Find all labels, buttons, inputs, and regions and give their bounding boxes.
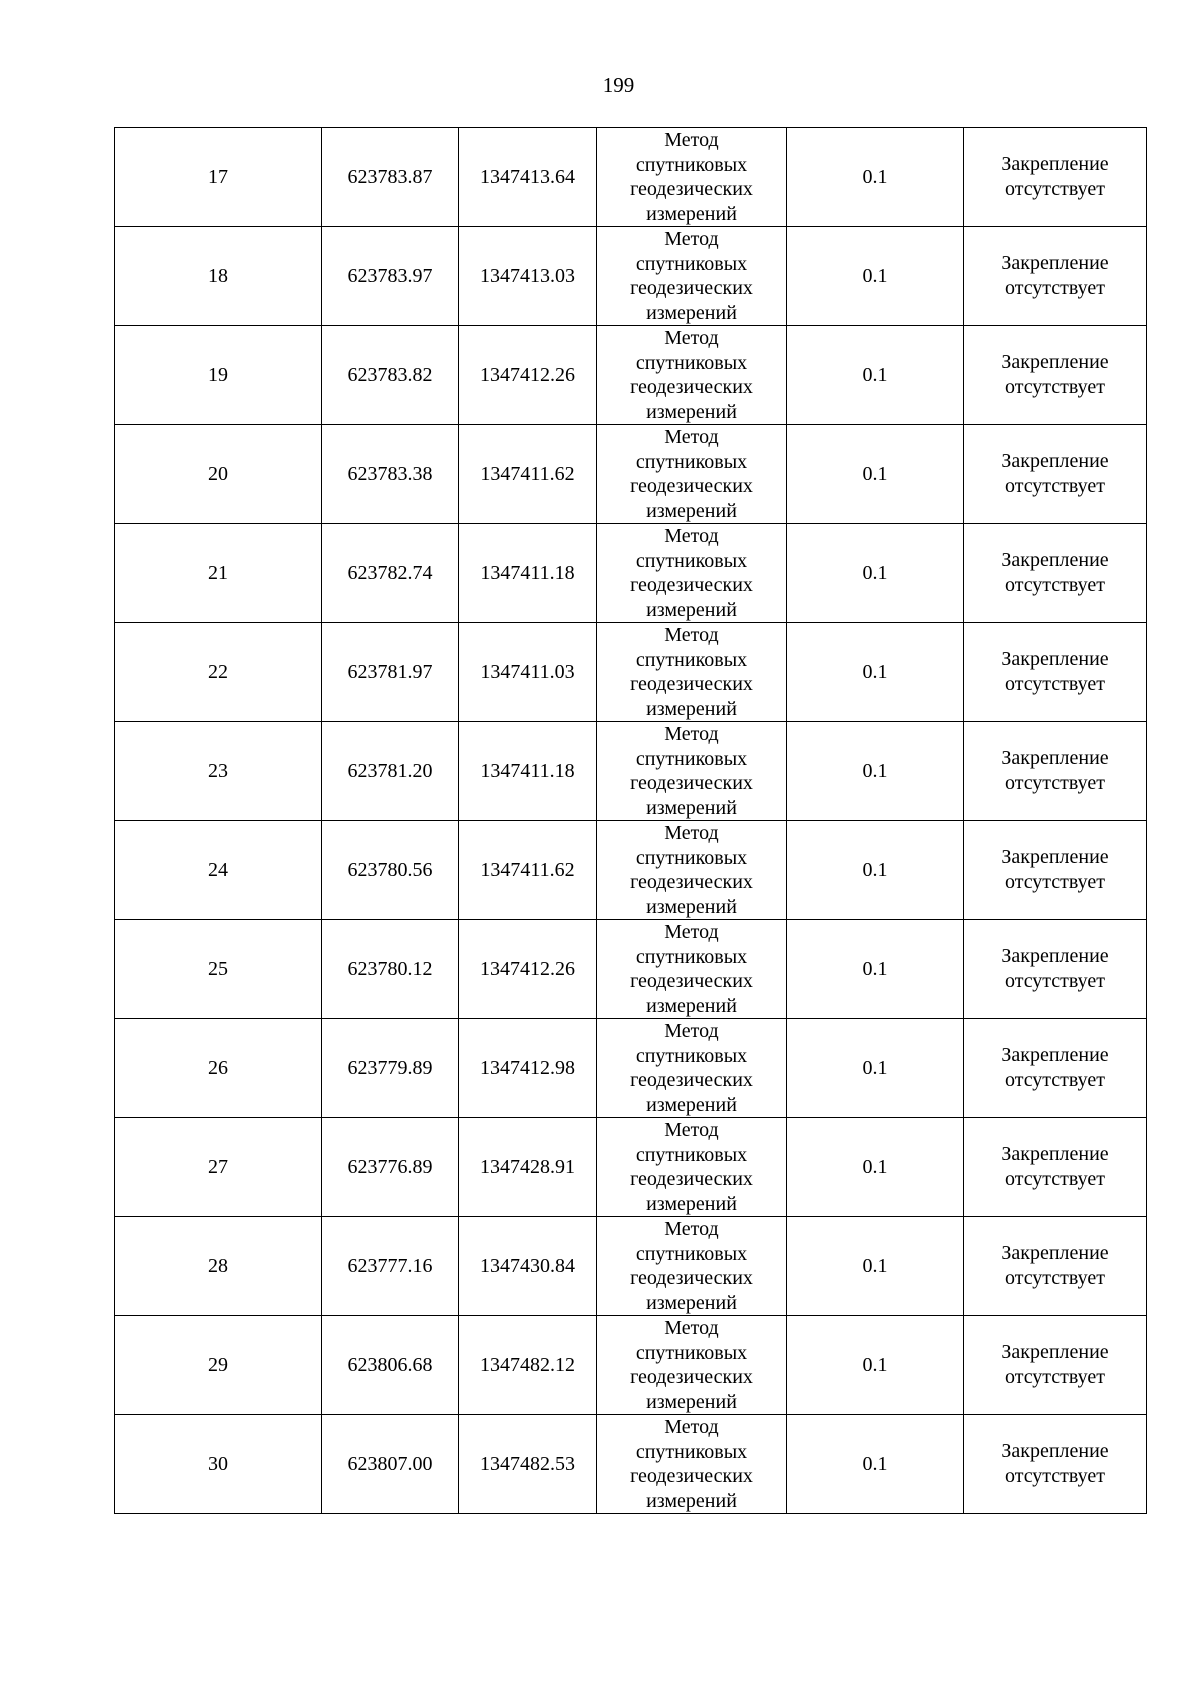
y-coordinate-cell: 1347412.26 <box>459 326 597 425</box>
point-number-cell: 25 <box>115 920 322 1019</box>
method-line: Метод <box>664 1416 719 1438</box>
x-coordinate-cell: 623776.89 <box>322 1118 459 1217</box>
method-line: спутниковых <box>635 153 748 176</box>
table-row <box>115 920 1147 1019</box>
fixing-line: Закрепление <box>1001 153 1109 175</box>
fixing-line: отсутствует <box>1004 574 1106 596</box>
point-number-cell: 18 <box>115 227 322 326</box>
point-number-cell: 23 <box>115 722 322 821</box>
y-coordinate-cell: 1347411.03 <box>459 623 597 722</box>
table-row <box>115 326 1147 425</box>
accuracy-cell: 0.1 <box>787 524 964 623</box>
method-line: спутниковых <box>635 1044 748 1067</box>
fixing-line: Закрепление <box>1001 351 1109 373</box>
fixing-line: Закрепление <box>1001 747 1109 769</box>
accuracy-cell: 0.1 <box>787 425 964 524</box>
fixing-cell <box>964 227 1147 326</box>
accuracy-cell: 0.1 <box>787 920 964 1019</box>
method-line: Метод <box>664 426 719 448</box>
fixing-line: Закрепление <box>1001 1143 1109 1165</box>
y-coordinate-cell: 1347411.62 <box>459 425 597 524</box>
table-body <box>115 128 1147 1514</box>
method-line: спутниковых <box>635 945 748 968</box>
point-number-cell: 30 <box>115 1415 322 1514</box>
method-cell <box>597 623 787 722</box>
x-coordinate-cell: 623781.97 <box>322 623 459 722</box>
method-line: измерений <box>646 1093 737 1116</box>
fixing-line: отсутствует <box>1004 1168 1106 1190</box>
fixing-cell <box>964 326 1147 425</box>
point-number-cell: 24 <box>115 821 322 920</box>
fixing-line: отсутствует <box>1004 277 1106 299</box>
method-line: геодезических <box>630 970 753 992</box>
x-coordinate-cell: 623780.12 <box>322 920 459 1019</box>
table-row <box>115 1217 1147 1316</box>
fixing-line: Закрепление <box>1001 450 1109 472</box>
y-coordinate-cell: 1347482.12 <box>459 1316 597 1415</box>
x-coordinate-cell: 623807.00 <box>322 1415 459 1514</box>
fixing-line: Закрепление <box>1001 549 1109 571</box>
fixing-line: Закрепление <box>1001 1044 1109 1066</box>
method-line: измерений <box>646 499 737 522</box>
point-number-cell: 22 <box>115 623 322 722</box>
point-number-cell: 28 <box>115 1217 322 1316</box>
method-line: геодезических <box>630 277 753 299</box>
fixing-line: отсутствует <box>1004 871 1106 893</box>
method-cell <box>597 425 787 524</box>
x-coordinate-cell: 623782.74 <box>322 524 459 623</box>
x-coordinate-cell: 623780.56 <box>322 821 459 920</box>
method-cell <box>597 326 787 425</box>
page-number: 199 <box>602 73 635 97</box>
fixing-cell <box>964 1019 1147 1118</box>
fixing-line: отсутствует <box>1004 1267 1106 1289</box>
method-line: геодезических <box>630 871 753 893</box>
fixing-line: Закрепление <box>1001 1440 1109 1462</box>
x-coordinate-cell: 623783.38 <box>322 425 459 524</box>
fixing-cell <box>964 821 1147 920</box>
method-line: спутниковых <box>635 747 748 770</box>
fixing-cell <box>964 524 1147 623</box>
fixing-line: отсутствует <box>1004 475 1106 497</box>
x-coordinate-cell: 623777.16 <box>322 1217 459 1316</box>
method-cell <box>597 1019 787 1118</box>
table-row <box>115 524 1147 623</box>
method-line: Метод <box>664 1218 719 1240</box>
fixing-line: отсутствует <box>1004 178 1106 200</box>
method-line: Метод <box>664 1020 719 1042</box>
method-line: Метод <box>664 129 719 151</box>
fixing-line: Закрепление <box>1001 945 1109 967</box>
fixing-line: отсутствует <box>1004 1465 1106 1487</box>
accuracy-cell: 0.1 <box>787 722 964 821</box>
method-line: Метод <box>664 327 719 349</box>
table-row <box>115 1019 1147 1118</box>
fixing-line: отсутствует <box>1004 970 1106 992</box>
method-line: геодезических <box>630 673 753 695</box>
fixing-cell <box>964 425 1147 524</box>
table-row <box>115 1415 1147 1514</box>
method-line: спутниковых <box>635 549 748 572</box>
point-number-cell: 19 <box>115 326 322 425</box>
fixing-line: Закрепление <box>1001 846 1109 868</box>
method-line: Метод <box>664 822 719 844</box>
point-number-cell: 20 <box>115 425 322 524</box>
method-line: измерений <box>646 202 737 225</box>
method-line: геодезических <box>630 178 753 200</box>
method-line: измерений <box>646 1390 737 1413</box>
x-coordinate-cell: 623779.89 <box>322 1019 459 1118</box>
x-coordinate-cell: 623783.82 <box>322 326 459 425</box>
fixing-cell <box>964 1316 1147 1415</box>
point-number-cell: 21 <box>115 524 322 623</box>
fixing-cell <box>964 1415 1147 1514</box>
table-row <box>115 1118 1147 1217</box>
fixing-line: отсутствует <box>1004 376 1106 398</box>
method-cell <box>597 128 787 227</box>
method-line: спутниковых <box>635 648 748 671</box>
method-line: измерений <box>646 697 737 720</box>
y-coordinate-cell: 1347430.84 <box>459 1217 597 1316</box>
method-line: измерений <box>646 994 737 1017</box>
fixing-line: отсутствует <box>1004 772 1106 794</box>
accuracy-cell: 0.1 <box>787 128 964 227</box>
method-line: геодезических <box>630 475 753 497</box>
method-line: измерений <box>646 301 737 324</box>
accuracy-cell: 0.1 <box>787 1118 964 1217</box>
fixing-cell <box>964 920 1147 1019</box>
method-line: измерений <box>646 400 737 423</box>
fixing-cell <box>964 1217 1147 1316</box>
accuracy-cell: 0.1 <box>787 821 964 920</box>
method-line: измерений <box>646 1291 737 1314</box>
y-coordinate-cell: 1347411.18 <box>459 722 597 821</box>
method-line: Метод <box>664 723 719 745</box>
fixing-line: отсутствует <box>1004 673 1106 695</box>
table-row <box>115 425 1147 524</box>
table-row <box>115 128 1147 227</box>
method-cell <box>597 722 787 821</box>
method-line: Метод <box>664 1119 719 1141</box>
method-line: спутниковых <box>635 846 748 869</box>
fixing-line: Закрепление <box>1001 648 1109 670</box>
fixing-line: отсутствует <box>1004 1366 1106 1388</box>
fixing-cell <box>964 623 1147 722</box>
method-line: геодезических <box>630 376 753 398</box>
method-line: спутниковых <box>635 1341 748 1364</box>
point-number-cell: 26 <box>115 1019 322 1118</box>
method-line: спутниковых <box>635 1440 748 1463</box>
x-coordinate-cell: 623783.87 <box>322 128 459 227</box>
fixing-cell <box>964 722 1147 821</box>
method-line: геодезических <box>630 1168 753 1190</box>
method-cell <box>597 821 787 920</box>
method-cell <box>597 920 787 1019</box>
method-line: спутниковых <box>635 1242 748 1265</box>
fixing-line: Закрепление <box>1001 252 1109 274</box>
y-coordinate-cell: 1347411.18 <box>459 524 597 623</box>
y-coordinate-cell: 1347412.26 <box>459 920 597 1019</box>
y-coordinate-cell: 1347428.91 <box>459 1118 597 1217</box>
point-number-cell: 17 <box>115 128 322 227</box>
point-number-cell: 29 <box>115 1316 322 1415</box>
method-cell <box>597 1415 787 1514</box>
method-line: измерений <box>646 895 737 918</box>
method-line: Метод <box>664 525 719 547</box>
x-coordinate-cell: 623783.97 <box>322 227 459 326</box>
method-line: спутниковых <box>635 1143 748 1166</box>
accuracy-cell: 0.1 <box>787 326 964 425</box>
method-line: измерений <box>646 796 737 819</box>
y-coordinate-cell: 1347482.53 <box>459 1415 597 1514</box>
accuracy-cell: 0.1 <box>787 623 964 722</box>
method-line: измерений <box>646 1192 737 1215</box>
method-cell <box>597 1316 787 1415</box>
method-cell <box>597 227 787 326</box>
method-cell <box>597 1118 787 1217</box>
method-line: Метод <box>664 624 719 646</box>
accuracy-cell: 0.1 <box>787 227 964 326</box>
method-line: спутниковых <box>635 351 748 374</box>
method-line: геодезических <box>630 1069 753 1091</box>
method-line: измерений <box>646 598 737 621</box>
method-line: геодезических <box>630 1465 753 1487</box>
method-cell <box>597 524 787 623</box>
method-line: геодезических <box>630 1267 753 1289</box>
table-row <box>115 1316 1147 1415</box>
accuracy-cell: 0.1 <box>787 1415 964 1514</box>
method-line: геодезических <box>630 772 753 794</box>
table-row <box>115 722 1147 821</box>
method-line: геодезических <box>630 574 753 596</box>
method-line: спутниковых <box>635 450 748 473</box>
table-row <box>115 227 1147 326</box>
method-cell <box>597 1217 787 1316</box>
method-line: геодезических <box>630 1366 753 1388</box>
method-line: Метод <box>664 1317 719 1339</box>
method-line: измерений <box>646 1489 737 1512</box>
fixing-cell <box>964 1118 1147 1217</box>
x-coordinate-cell: 623781.20 <box>322 722 459 821</box>
accuracy-cell: 0.1 <box>787 1019 964 1118</box>
fixing-line: Закрепление <box>1001 1242 1109 1264</box>
table-row <box>115 821 1147 920</box>
method-line: Метод <box>664 921 719 943</box>
x-coordinate-cell: 623806.68 <box>322 1316 459 1415</box>
fixing-line: Закрепление <box>1001 1341 1109 1363</box>
fixing-line: отсутствует <box>1004 1069 1106 1091</box>
table-row <box>115 623 1147 722</box>
point-number-cell: 27 <box>115 1118 322 1217</box>
y-coordinate-cell: 1347413.64 <box>459 128 597 227</box>
y-coordinate-cell: 1347412.98 <box>459 1019 597 1118</box>
accuracy-cell: 0.1 <box>787 1217 964 1316</box>
accuracy-cell: 0.1 <box>787 1316 964 1415</box>
y-coordinate-cell: 1347413.03 <box>459 227 597 326</box>
y-coordinate-cell: 1347411.62 <box>459 821 597 920</box>
method-line: спутниковых <box>635 252 748 275</box>
fixing-cell <box>964 128 1147 227</box>
method-line: Метод <box>664 228 719 250</box>
coordinates-table <box>114 127 1147 1514</box>
